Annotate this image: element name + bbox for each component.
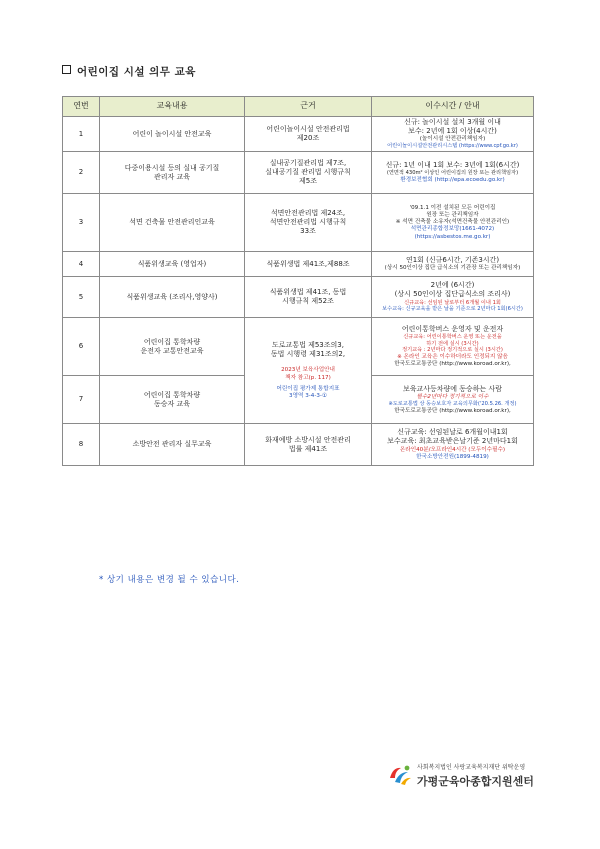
info-line: 보수교육: 최초교육받은날기준 2년마다1회 [387,437,518,446]
cell-content [100,194,245,252]
cell-line: 동승자 교육 [153,399,191,408]
cell-no: 6 [63,318,100,376]
table-row [63,194,534,252]
info-line: 보수: 2년에 1회 이상(4시간) [408,127,497,136]
cell-line: 책자 참고(p. 117) [285,374,331,381]
cell-basis [245,424,372,466]
cell-content [100,424,245,466]
table-row [63,318,534,376]
header-no: 연번 [63,97,100,117]
cell-basis [245,194,372,252]
cell-line: 식품위생교육 (영업자) [137,259,207,268]
info-line: (상시 50인이상 집단급식소의 조리사) [394,290,511,299]
cell-line: 식품위생법 제41조,제88조 [266,259,350,268]
info-line: 온라인40분/오프라인4시간 (모두이수필수) [399,446,506,453]
info-line: (연면적 430m² 이상인 어린이집의 원장 또는 관리책임자) [386,170,519,177]
cell-no: 2 [63,152,100,194]
cell-info [372,424,534,466]
info-line: '09.1.1 이전 설치된 모든 어린이집 [409,204,496,211]
info-line: (놀이시설 안전관리책임자) [419,136,486,143]
cell-no: 7 [63,376,100,424]
cell-line: 실내공기질 관리법 시행규칙 [265,168,351,177]
cell-line: 석면 건축물 안전관리인교육 [129,218,215,227]
cell-info [372,376,534,424]
info-line: 하기 전에 실시 (3시간) [426,340,479,347]
cell-no: 3 [63,194,100,252]
table-row [63,424,534,466]
table-row [63,152,534,194]
cell-info [372,318,534,376]
footer-logo-block [387,760,567,792]
section-title-text: 어린이집 시설 의무 교육 [77,66,196,78]
cell-line: 2023년 보육사업안내 [281,367,335,374]
info-line: (https://asbestos.me.go.kr) [414,233,491,240]
cell-info [372,152,534,194]
header-content: 교육내용 [100,97,245,117]
info-line: ※도로교통법 상 동승보호자 교육의무화('20.5.26. 개정) [388,400,517,407]
cell-content [100,277,245,318]
info-line: 신규교육: 어린이통학버스 운영 또는 운전을 [403,333,502,340]
cell-info [372,252,534,277]
cell-line: 식품위생교육 (조리사,영양사) [126,292,218,301]
cell-line: 어린이집 통학차량 [143,390,201,399]
cell-line: 다중이용시설 등의 실내 공기질 [124,163,220,172]
info-line: 신규: 1년 이내 1회 보수: 3년에 1회(6시간) [385,161,520,170]
cell-line: 동법 시행령 제31조의2, [270,350,346,359]
cell-line: 시행규칙 제52조 [282,297,334,306]
info-line: 신규교육: 선임된 날로부터 6개월 이내 1회 [404,299,501,306]
center-logo-icon [387,762,413,788]
info-line: 석면관리종합정보망(1661-4072) [410,226,495,233]
header-basis: 근거 [245,97,372,117]
cell-no: 1 [63,117,100,152]
header-info: 이수시간 / 안내 [372,97,534,117]
info-line: 연1회 (신규6시간, 기존3시간) [405,256,500,265]
footer-org-name: 가평군육아종합지원센터 [417,775,534,788]
checkbox-square-icon [62,65,71,74]
cell-line: 어린이집 평가제 통합지표 [276,385,340,392]
info-line: 환경보전협회 (http://epa.ecoedu.go.kr) [400,176,505,183]
cell-line: 어린이놀이시설 안전관리법 [266,125,350,133]
section-title [62,64,196,79]
info-line: 신규교육: 선임된날로 6개월이내1회 [397,428,508,437]
info-line: ※ 온라인 교육은 이수하더라도 인정되지 않음 [397,354,508,361]
cell-line: 화재예방 소방시설 안전관리 [265,435,351,444]
notice-text: * 상기 내용은 변경 될 수 있습니다. [99,575,240,585]
info-line: 필수2년마다 정기적으로 이수 [416,393,489,400]
info-line: 보수교육: 신규교육을 받은 날을 기준으로 2년마다 1회(6시간) [382,306,523,313]
info-line: ※ 석면 건축물 소유자(석면건축물 안전관리인) [395,219,510,226]
info-line: 정기교육 : 2년마다 정기적으로 실시 (3시간) [402,347,503,354]
footer-org-small: 사회복지법인 사랑교육복지재단 위탁운영 [417,764,526,771]
cell-info [372,117,534,152]
cell-line: 식품위생법 제41조, 동법 [269,288,347,297]
cell-line: 관리자 교육 [153,172,191,181]
table-header-row [63,97,534,117]
info-line: 어린이놀이시설안전관리시스템 (https://www.cpf.go.kr) [387,143,518,150]
cell-line: 33조 [300,227,316,236]
cell-line: 어린이집 통학차량 [143,337,201,346]
cell-content [100,152,245,194]
cell-line: 3영역 3-4-3-① [289,393,327,400]
cell-line: 법률 제41조 [288,444,328,453]
cell-basis [245,318,372,424]
table-row [63,252,534,277]
cell-line: 제5조 [299,177,317,186]
info-line: 한국소방안전원(1899-4819) [416,453,489,460]
table-row [63,117,534,152]
cell-content [100,117,245,152]
education-table [62,96,534,466]
cell-no: 8 [63,424,100,466]
cell-line: 도로교통법 제53조의3, [272,341,344,350]
info-line: 한국도로교통공단 (http://www.koroad.or.kr), [394,361,511,368]
cell-basis [245,152,372,194]
cell-line: 어린이 놀이시설 안전교육 [132,129,212,138]
info-line: 원장 또는 관리책임자 [426,211,479,218]
cell-no: 5 [63,277,100,318]
info-line: 어린이통학버스 운영자 및 운전자 [401,324,504,333]
cell-content [100,252,245,277]
info-line: 보육교사등차량에 동승하는 사람 [402,384,503,393]
info-line: 2년에 (6시간) [430,281,475,290]
info-line: 한국도로교통공단 (http://www.koroad.or.kr), [394,407,511,414]
cell-line: 석면안전관리법 시행규칙 [269,218,347,227]
info-line: 신규: 놀이시설 설치 3개월 이내 [404,118,501,126]
cell-info [372,194,534,252]
cell-info [372,277,534,318]
cell-line: 실내공기질관리법 제7조, [269,159,347,168]
cell-line: 석면안전관리법 제24조, [270,209,346,218]
cell-no: 4 [63,252,100,277]
cell-basis [245,117,372,152]
cell-line: 제20조 [296,134,320,143]
cell-basis [245,277,372,318]
cell-content [100,376,245,424]
cell-line: 소방안전 관리자 실무교육 [132,440,212,449]
cell-content [100,318,245,376]
cell-line: 운전자 교통안전교육 [140,346,204,355]
table-row [63,277,534,318]
info-line: (상시 50인이상 집단 급식소의 기관장 또는 관리책임자) [384,265,521,272]
cell-basis [245,252,372,277]
